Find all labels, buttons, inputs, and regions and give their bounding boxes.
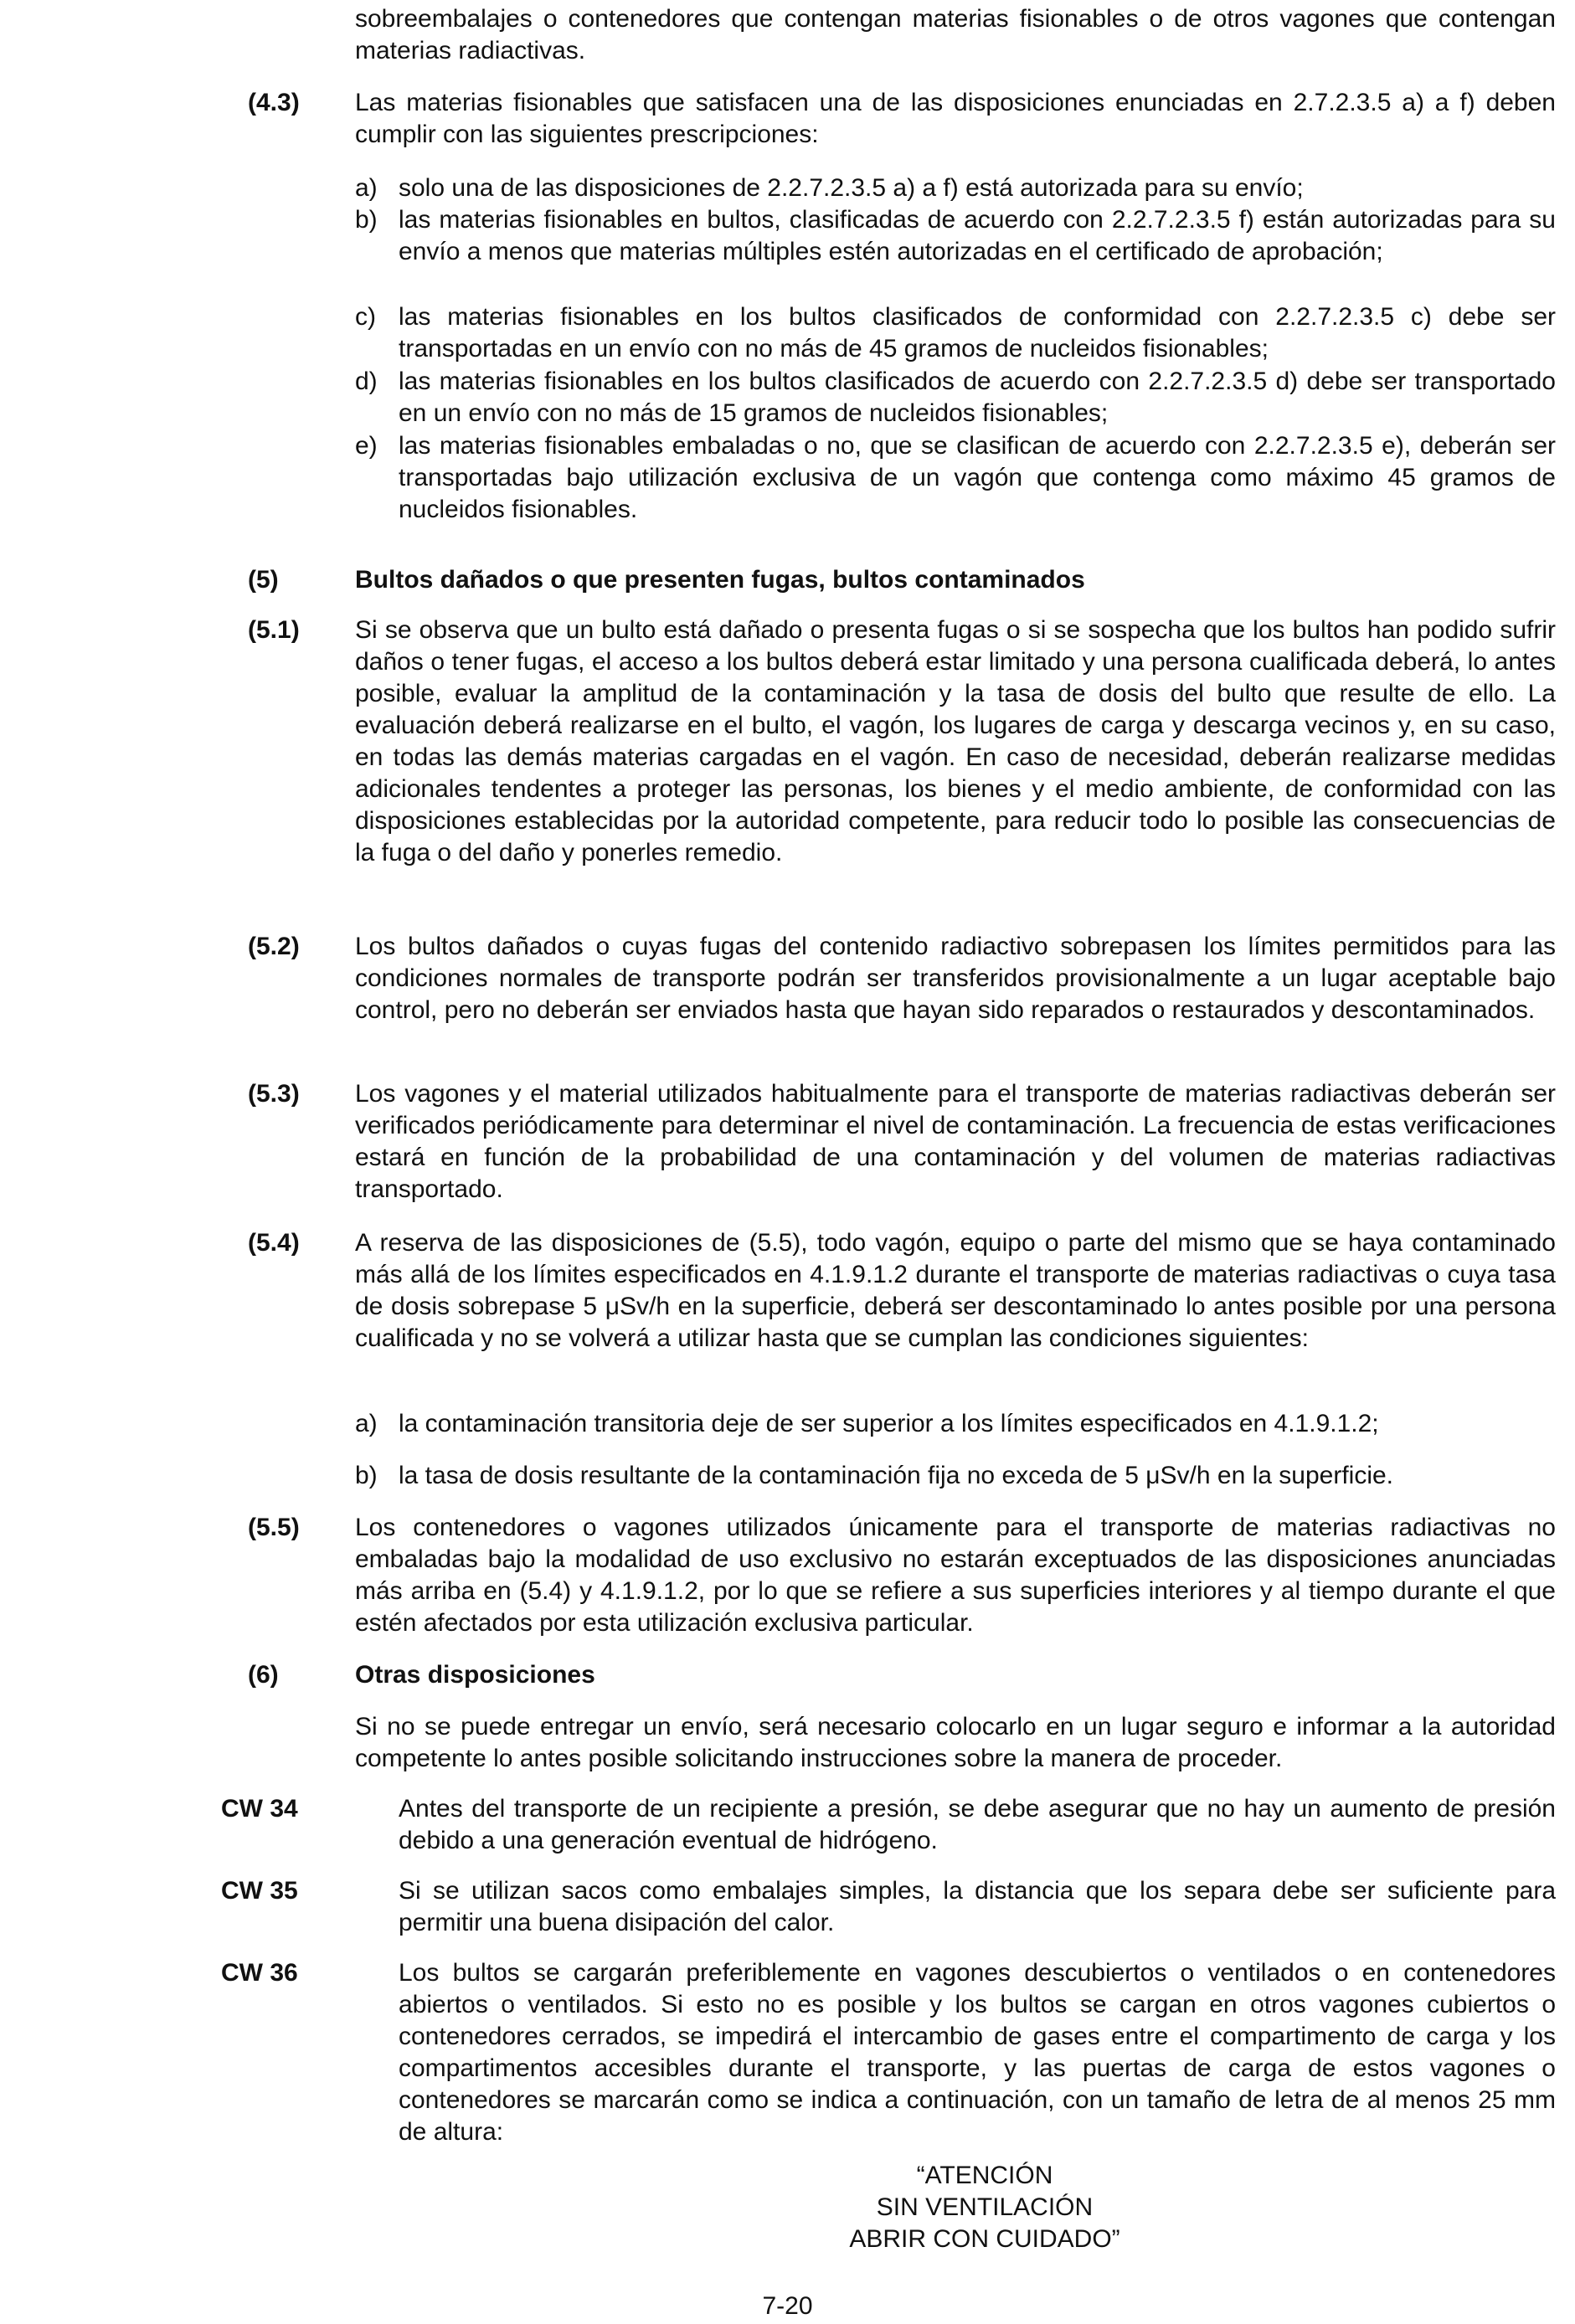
list-item-label: d) xyxy=(355,368,378,395)
notice-line: SIN VENTILACIÓN xyxy=(876,2193,1094,2221)
section-6-heading: Otras disposiciones xyxy=(355,1661,595,1689)
provision-code-cw35: CW 35 xyxy=(221,1877,298,1905)
list-item-label: e) xyxy=(355,432,378,460)
section-5-3-text: Los vagones y el material utilizados habitualmente para el transporte de materias radiactivas deberán ser verificados periódicamente para determinar el nivel de contaminación. La frecuencia de estas verificaciones estará en función de la probabilidad de una contaminación y del volumen de materias radiactivas transportado. xyxy=(355,1080,1556,1203)
provision-cw35-text: Si se utilizan sacos como embalajes simples, la distancia que los separa debe ser suficiente para permitir una buena disipación del calor. xyxy=(399,1877,1556,1936)
provision-code-cw34: CW 34 xyxy=(221,1795,298,1823)
provision-cw36-text: Los bultos se cargarán preferiblemente en vagones descubiertos o ventilados o en contenedores abiertos o ventilados. Si esto no es posible y los bultos se cargan en otros vagones cubiertos o contenedores cerrados, se impedirá el intercambio de gases entre el compartimento de carga y los compartimentos accesibles durante el transporte, y las puertas de carga de estos vagones o contenedores se marcarán como se indica a continuación, con un tamaño de letra de al menos 25 mm de altura: xyxy=(399,1959,1556,2146)
list-item-text: las materias fisionables embaladas o no, que se clasifican de acuerdo con 2.2.7.2.3.5 e), deberán ser transportadas bajo utilización exclusiva de un vagón que contenga como máximo 45 gramos de nucleidos fisionables. xyxy=(399,432,1556,523)
list-item-label: a) xyxy=(355,1410,378,1437)
continuation-paragraph: sobreembalajes o contenedores que contengan materias fisionables o de otros vagones que contengan materias radiactivas. xyxy=(355,5,1556,64)
list-item xyxy=(355,366,1556,429)
section-5-4-text: A reserva de las disposiciones de (5.5), todo vagón, equipo o parte del mismo que se haya contaminado más allá de los límites especificados en 4.1.9.1.2 durante el transporte de materias radiactivas o cuya tasa de dosis sobrepase 5 μSv/h en la superficie, deberá ser descontaminado lo antes posible por una persona cualificada y no se volverá a utilizar hasta que se cumplan las condiciones siguientes: xyxy=(355,1229,1556,1352)
list-item-text: solo una de las disposiciones de 2.2.7.2.3.5 a) a f) está autorizada para su envío; xyxy=(399,174,1304,202)
section-5-2-text: Los bultos dañados o cuyas fugas del contenido radiactivo sobrepasen los límites permitidos para las condiciones normales de transporte podrán ser transferidos provisionalmente a un lugar aceptable bajo control, pero no deberán ser enviados hasta que hayan sido reparados o restaurados y descontaminados. xyxy=(355,933,1556,1024)
list-item-text: las materias fisionables en los bultos clasificados de conformidad con 2.2.7.2.3.5 c) debe ser transportadas en un envío con no más de 45 gramos de nucleidos fisionables; xyxy=(399,303,1556,362)
section-5-5-text: Los contenedores o vagones utilizados únicamente para el transporte de materias radiactivas no embaladas bajo la modalidad de uso exclusivo no estarán exceptuados de las disposiciones anunciadas más arriba en (5.4) y 4.1.9.1.2, por lo que se refiere a sus superficies interiores y al tiempo durante el que estén afectados por esta utilización exclusiva particular. xyxy=(355,1514,1556,1637)
list-item xyxy=(355,301,1556,365)
section-5-heading: Bultos dañados o que presenten fugas, bultos contaminados xyxy=(355,566,1085,594)
section-4-3-text: Las materias fisionables que satisfacen una de las disposiciones enunciadas en 2.7.2.3.5 a) a f) deben cumplir con las siguientes prescripciones: xyxy=(355,89,1556,148)
section-number-5-3: (5.3) xyxy=(248,1080,300,1108)
list-item-text: la contaminación transitoria deje de ser superior a los límites especificados en 4.1.9.1.2; xyxy=(399,1410,1379,1437)
list-item xyxy=(355,204,1556,300)
list-item-text: la tasa de dosis resultante de la contaminación fija no exceda de 5 μSv/h en la superficie. xyxy=(399,1462,1394,1489)
list-item xyxy=(355,1460,1556,1492)
provision-cw34-text: Antes del transporte de un recipiente a presión, se debe asegurar que no hay un aumento de presión debido a una generación eventual de hidrógeno. xyxy=(399,1795,1556,1854)
list-item-label: c) xyxy=(355,303,376,331)
section-number-4-3: (4.3) xyxy=(248,89,300,116)
list-item-text: las materias fisionables en los bultos clasificados de acuerdo con 2.2.7.2.3.5 d) debe ser transportado en un envío con no más de 15 gramos de nucleidos fisionables; xyxy=(399,368,1556,427)
section-number-5-4: (5.4) xyxy=(248,1229,300,1257)
list-item-text: las materias fisionables en bultos, clasificadas de acuerdo con 2.2.7.2.3.5 f) están autorizadas para su envío a menos que materias múltiples estén autorizadas en el certificado de aprobación; xyxy=(399,206,1556,265)
list-item xyxy=(355,1408,1556,1440)
section-number-5-5: (5.5) xyxy=(248,1514,300,1541)
section-number-5-2: (5.2) xyxy=(248,933,300,960)
section-number-5: (5) xyxy=(248,566,279,594)
list-item xyxy=(355,172,1556,204)
section-number-5-1: (5.1) xyxy=(248,616,300,644)
section-6-text: Si no se puede entregar un envío, será necesario colocarlo en un lugar seguro e informar a la autoridad competente lo antes posible solicitando instrucciones sobre la manera de proceder. xyxy=(355,1713,1556,1772)
list-item-label: b) xyxy=(355,206,378,234)
warning-notice xyxy=(733,2160,1236,2255)
page-number: 7-20 xyxy=(762,2292,813,2320)
section-number-6: (6) xyxy=(248,1661,279,1689)
provision-code-cw36: CW 36 xyxy=(221,1959,298,1987)
section-5-1-text: Si se observa que un bulto está dañado o presenta fugas o si se sospecha que los bultos han podido sufrir daños o tener fugas, el acceso a los bultos deberá estar limitado y una persona cualificada deberá, lo antes posible, evaluar la amplitud de la contaminación y la tasa de dosis del bulto que resulte de ello. La evaluación deberá realizarse en el bulto, el vagón, los lugares de carga y descarga vecinos y, en su caso, en todas las demás materias cargadas en el vagón. En caso de necesidad, deberán realizarse medidas adicionales tendentes a proteger las personas, los bienes y el medio ambiente, de conformidad con las disposiciones establecidas por la autoridad competente, para reducir todo lo posible las consecuencias de la fuga o del daño y ponerles remedio. xyxy=(355,616,1556,866)
list-item-label: b) xyxy=(355,1462,378,1489)
list-item xyxy=(355,430,1556,526)
list-item-label: a) xyxy=(355,174,378,202)
notice-line: ABRIR CON CUIDADO” xyxy=(849,2225,1120,2253)
notice-line: “ATENCIÓN xyxy=(916,2162,1053,2189)
